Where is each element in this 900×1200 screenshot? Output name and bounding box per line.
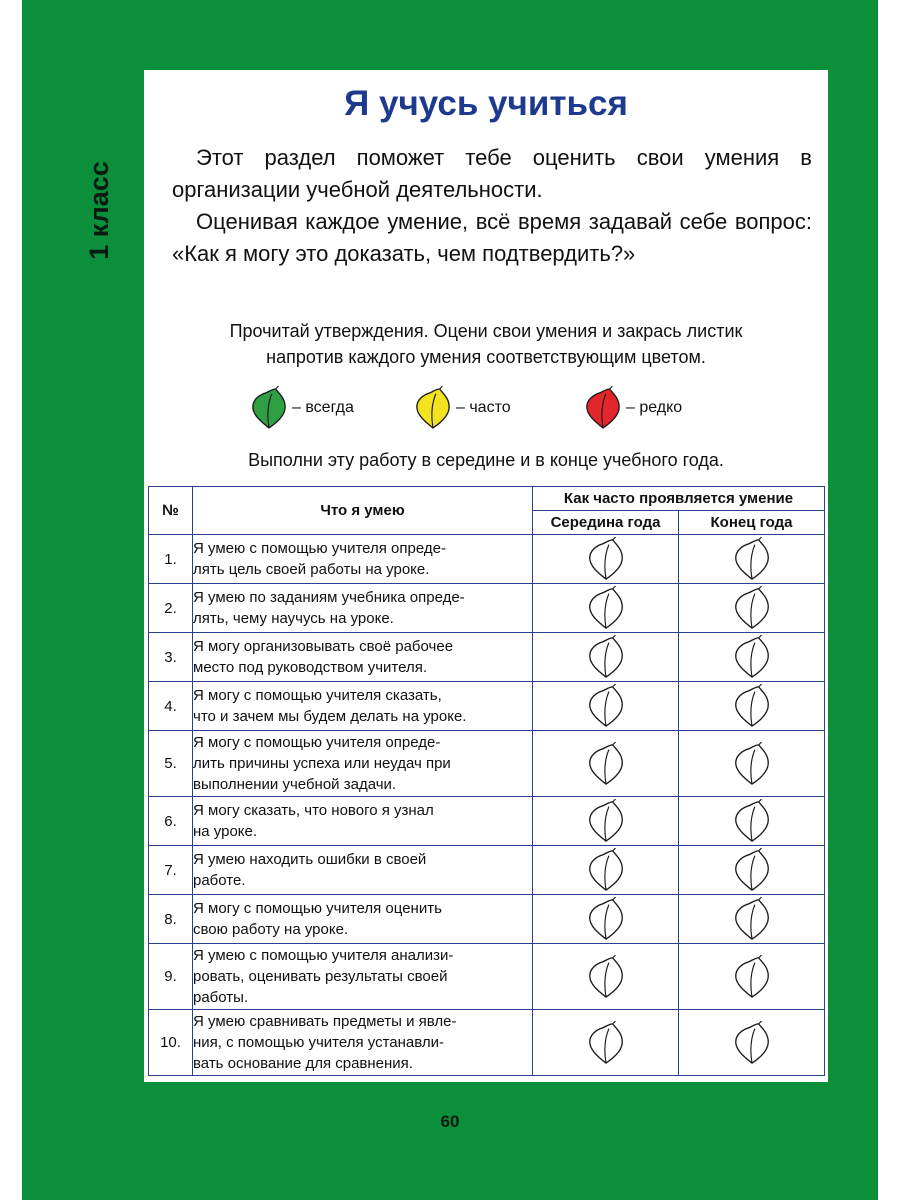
leaf-icon[interactable] <box>732 848 772 892</box>
table-row <box>149 682 825 731</box>
intro-text <box>172 142 812 270</box>
leaf-icon[interactable] <box>586 742 626 786</box>
skill-text-line: что и зачем мы будем делать на уроке. <box>193 708 467 725</box>
skill-text-line: Я могу организовывать своё рабочее <box>193 638 454 655</box>
skill-text-line: место под руководством учителя. <box>193 659 428 676</box>
leaf-icon[interactable] <box>732 799 772 843</box>
row-number: 3. <box>149 633 193 682</box>
legend-label: – всегда <box>292 399 354 416</box>
header-skill: Что я умею <box>193 487 533 535</box>
mid-year-leaf-cell[interactable] <box>533 944 679 1010</box>
mid-year-leaf-cell[interactable] <box>533 895 679 944</box>
mid-year-leaf-cell[interactable] <box>533 797 679 846</box>
skill-text <box>193 731 533 797</box>
skill-text-line: Я умею по заданиям учебника опреде- <box>193 589 465 606</box>
skill-text-line: Я могу с помощью учителя оценить <box>193 900 442 917</box>
leaf-icon[interactable] <box>732 586 772 630</box>
skill-text-line: ния, с помощью учителя устанавли- <box>193 1034 445 1051</box>
skill-text-line: Я могу с помощью учителя сказать, <box>193 687 442 704</box>
header-mid-year: Середина года <box>533 511 679 535</box>
skill-text-line: лить причины успеха или неудач при <box>193 755 451 772</box>
leaf-icon[interactable] <box>586 684 626 728</box>
mid-year-leaf-cell[interactable] <box>533 633 679 682</box>
instruction-text <box>144 318 828 370</box>
table-row <box>149 731 825 797</box>
leaf-icon[interactable] <box>732 1021 772 1065</box>
skill-text-line: Я умею находить ошибки в своей <box>193 851 427 868</box>
mid-year-leaf-cell[interactable] <box>533 682 679 731</box>
skill-text-line: лять цель своей работы на уроке. <box>193 561 430 578</box>
header-frequency: Как часто проявляется умение <box>533 487 825 511</box>
instruction-line: Прочитай утверждения. Оцени свои умения и закрась листик <box>229 321 743 341</box>
page-title: Я учусь учиться <box>344 84 628 123</box>
row-number: 1. <box>149 535 193 584</box>
mid-year-leaf-cell[interactable] <box>533 731 679 797</box>
skill-text-line: на уроке. <box>193 823 258 840</box>
table-row <box>149 584 825 633</box>
skill-text <box>193 633 533 682</box>
leaf-icon[interactable] <box>732 742 772 786</box>
legend-label: – редко <box>626 399 683 416</box>
end-year-leaf-cell[interactable] <box>679 682 825 731</box>
skill-text <box>193 944 533 1010</box>
skill-text-line: Я могу с помощью учителя опреде- <box>193 734 441 751</box>
row-number: 10. <box>149 1010 193 1076</box>
leaf-icon[interactable] <box>732 955 772 999</box>
skill-text <box>193 535 533 584</box>
end-year-leaf-cell[interactable] <box>679 731 825 797</box>
leaf-icon[interactable] <box>586 799 626 843</box>
legend-item-rarely <box>584 386 682 430</box>
end-year-leaf-cell[interactable] <box>679 797 825 846</box>
skill-text-line: вать основание для сравнения. <box>193 1055 413 1072</box>
skill-text <box>193 797 533 846</box>
end-year-leaf-cell[interactable] <box>679 1010 825 1076</box>
row-number: 9. <box>149 944 193 1010</box>
leaf-icon[interactable] <box>586 586 626 630</box>
leaf-icon[interactable] <box>586 955 626 999</box>
table-row <box>149 633 825 682</box>
instruction-line: напротив каждого умения соответствующим цветом. <box>266 347 706 367</box>
skill-text-line: Я умею с помощью учителя анализи- <box>193 947 454 964</box>
skill-text <box>193 682 533 731</box>
page-number: 60 <box>440 1112 460 1131</box>
skill-text <box>193 1010 533 1076</box>
skill-text-line: ровать, оценивать результаты своей <box>193 968 448 985</box>
skill-text <box>193 846 533 895</box>
leaf-icon[interactable] <box>732 635 772 679</box>
table-row <box>149 535 825 584</box>
leaf-icon[interactable] <box>732 684 772 728</box>
end-year-leaf-cell[interactable] <box>679 584 825 633</box>
row-number: 6. <box>149 797 193 846</box>
end-year-leaf-cell[interactable] <box>679 944 825 1010</box>
leaf-icon[interactable] <box>586 537 626 581</box>
row-number: 2. <box>149 584 193 633</box>
leaf-icon[interactable] <box>732 537 772 581</box>
yellow-leaf-icon <box>414 385 452 431</box>
header-number: № <box>149 487 193 535</box>
legend-item-always <box>250 386 354 430</box>
green-leaf-icon <box>250 385 288 431</box>
row-number: 4. <box>149 682 193 731</box>
table-row <box>149 846 825 895</box>
table-row <box>149 797 825 846</box>
skill-text-line: работы. <box>193 989 249 1006</box>
header-end-year: Конец года <box>679 511 825 535</box>
table-row <box>149 1010 825 1076</box>
table-row <box>149 895 825 944</box>
mid-year-leaf-cell[interactable] <box>533 535 679 584</box>
mid-year-leaf-cell[interactable] <box>533 846 679 895</box>
end-year-leaf-cell[interactable] <box>679 846 825 895</box>
skill-text-line: Я могу сказать, что нового я узнал <box>193 802 434 819</box>
leaf-icon[interactable] <box>586 897 626 941</box>
legend-item-often <box>414 386 511 430</box>
end-year-leaf-cell[interactable] <box>679 633 825 682</box>
grade-side-label: 1 класс <box>83 160 114 260</box>
skill-text-line: работе. <box>193 872 246 889</box>
row-number: 7. <box>149 846 193 895</box>
skills-table <box>148 486 825 1076</box>
skill-text-line: выполнении учебной задачи. <box>193 776 397 793</box>
skill-text <box>193 584 533 633</box>
task-note: Выполни эту работу в середине и в конце учебного года. <box>248 450 724 470</box>
skill-text-line: лять, чему научусь на уроке. <box>193 610 394 627</box>
intro-paragraph: Оценивая каждое умение, всё время задавай себе вопрос: «Как я могу это доказать, чем подтвердить?» <box>172 209 812 266</box>
skill-text-line: свою работу на уроке. <box>193 921 349 938</box>
leaf-icon[interactable] <box>732 897 772 941</box>
end-year-leaf-cell[interactable] <box>679 535 825 584</box>
mid-year-leaf-cell[interactable] <box>533 584 679 633</box>
legend-label: – часто <box>456 399 511 416</box>
mid-year-leaf-cell[interactable] <box>533 1010 679 1076</box>
skill-text-line: Я умею с помощью учителя опреде- <box>193 540 446 557</box>
leaf-icon[interactable] <box>586 635 626 679</box>
skill-text <box>193 895 533 944</box>
row-number: 5. <box>149 731 193 797</box>
content-sheet <box>144 70 828 1082</box>
skill-text-line: Я умею сравнивать предметы и явле- <box>193 1013 457 1030</box>
red-leaf-icon <box>584 385 622 431</box>
leaf-icon[interactable] <box>586 848 626 892</box>
table-row <box>149 944 825 1010</box>
row-number: 8. <box>149 895 193 944</box>
end-year-leaf-cell[interactable] <box>679 895 825 944</box>
intro-paragraph: Этот раздел поможет тебе оценить свои умения в организации учебной деятельности. <box>172 145 812 202</box>
leaf-icon[interactable] <box>586 1021 626 1065</box>
